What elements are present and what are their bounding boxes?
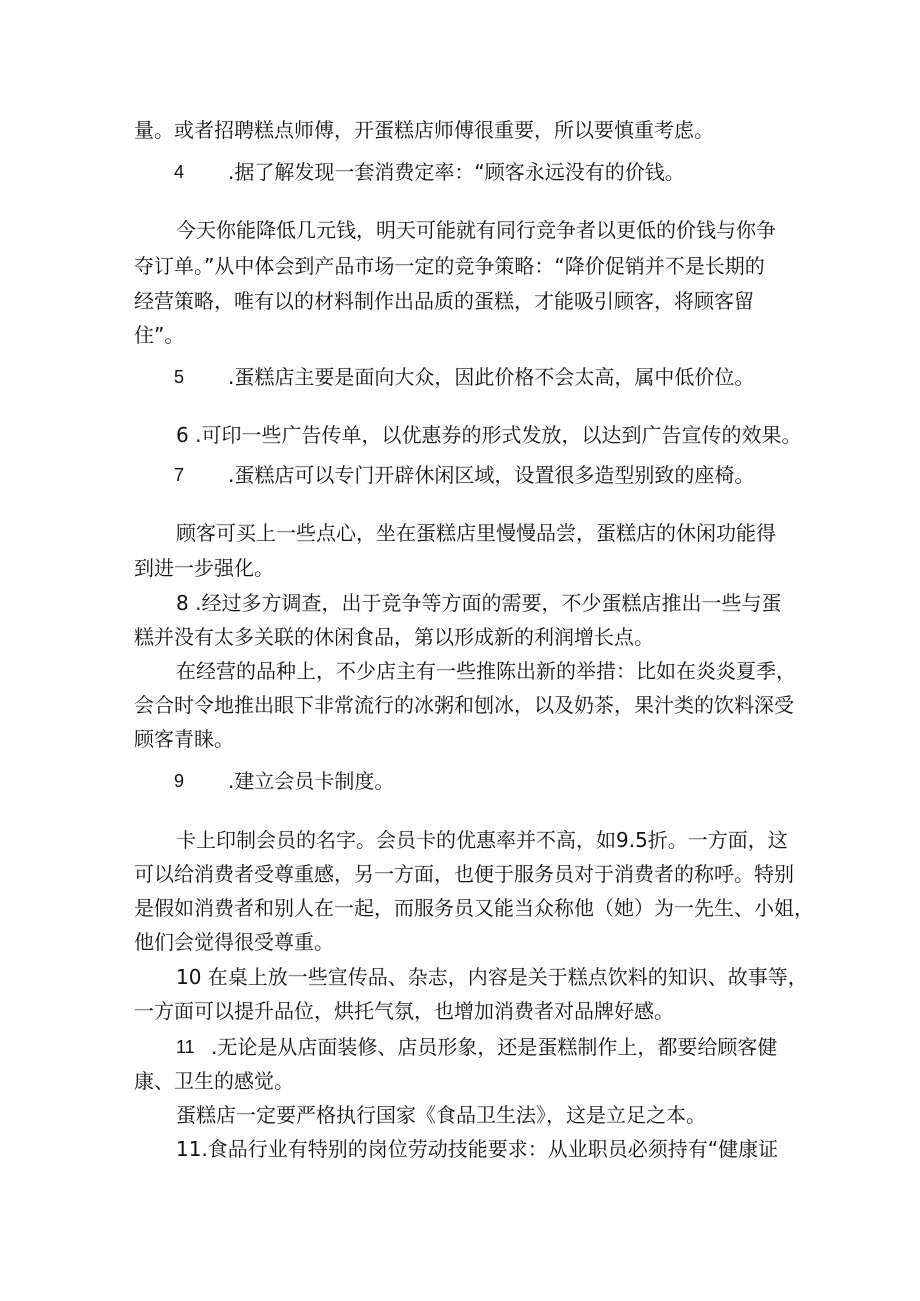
text-line: 经营策略，唯有以的材料制作出品质的蛋糕，才能吸引顾客，将顾客留 [134, 289, 754, 313]
item-number: 9 [174, 771, 185, 791]
text-line: 一方面可以提升品位，烘托气氛，也增加消费者对品牌好感。 [134, 999, 674, 1023]
text-line: .蛋糕店主要是面向大众，因此价格不会太高，属中低价位。 [228, 365, 755, 389]
item-number: 5 [174, 367, 185, 387]
text-line: 会合时令地推出眼下非常流行的冰粥和刨冰，以及奶茶，果汁类的饮料深受 [134, 693, 794, 717]
text-line: 今天你能降低几元钱，明天可能就有同行竞争者以更低的价钱与你争 [176, 218, 776, 242]
text-line: 10 在桌上放一些宣传品、杂志，内容是关于糕点饮料的知识、故事等， [176, 965, 808, 989]
text-line: 他们会觉得很受尊重。 [134, 930, 334, 954]
text-line: 11.食品行业有特别的岗位劳动技能要求：从业职员必须持有“健康证 [176, 1137, 779, 1161]
text-line: .蛋糕店可以专门开辟休闲区域，设置很多造型别致的座椅。 [228, 463, 755, 487]
item-number: 4 [174, 162, 185, 182]
text-line: 顾客可买上一些点心，坐在蛋糕店里慢慢品尝，蛋糕店的休闲功能得 [176, 521, 776, 545]
text-line: 住”。 [134, 323, 185, 347]
text-line: 康、卫生的感觉。 [134, 1069, 294, 1093]
text-line: .无论是从店面装修、店员形象，还是蛋糕制作上，都要给顾客健 [211, 1035, 778, 1059]
text-line: .据了解发现一套消费定率：“顾客永远没有的价钱。 [228, 160, 685, 184]
text-line: 是假如消费者和别人在一起，而服务员又能当众称他（她）为一先生、小姐， [134, 896, 814, 920]
text-line: 蛋糕店一定要严格执行国家《食品卫生法》，这是立足之本。 [176, 1103, 706, 1127]
text-line: 6 .可印一些广告传单，以优惠券的形式发放，以达到广告宣传的效果。 [176, 423, 802, 447]
text-line: 可以给消费者受尊重感，另一方面，也便于服务员对于消费者的称呼。特别 [134, 862, 794, 886]
text-line: 到进一步强化。 [134, 556, 274, 580]
item-number: 7 [174, 465, 185, 485]
text-line: 8 .经过多方调查，出于竞争等方面的需要，不少蛋糕店推出一些与蛋 [176, 591, 782, 615]
text-line: 在经营的品种上，不少店主有一些推陈出新的举措：比如在炎炎夏季， [176, 659, 796, 683]
text-line: 量。或者招聘糕点师傅，开蛋糕店师傅很重要，所以要慎重考虑。 [134, 118, 714, 142]
item-number: 11 [176, 1037, 195, 1057]
text-line: 顾客青睐。 [134, 727, 234, 751]
text-line: .建立会员卡制度。 [228, 769, 395, 793]
text-line: 糕并没有太多关联的休闲食品，第以形成新的利润增长点。 [134, 625, 654, 649]
text-line: 卡上印制会员的名字。会员卡的优惠率并不高，如9.5折。一方面，这 [176, 828, 788, 852]
text-line: 夺订单。”从中体会到产品市场一定的竞争策略：“降价促销并不是长期的 [134, 254, 765, 278]
